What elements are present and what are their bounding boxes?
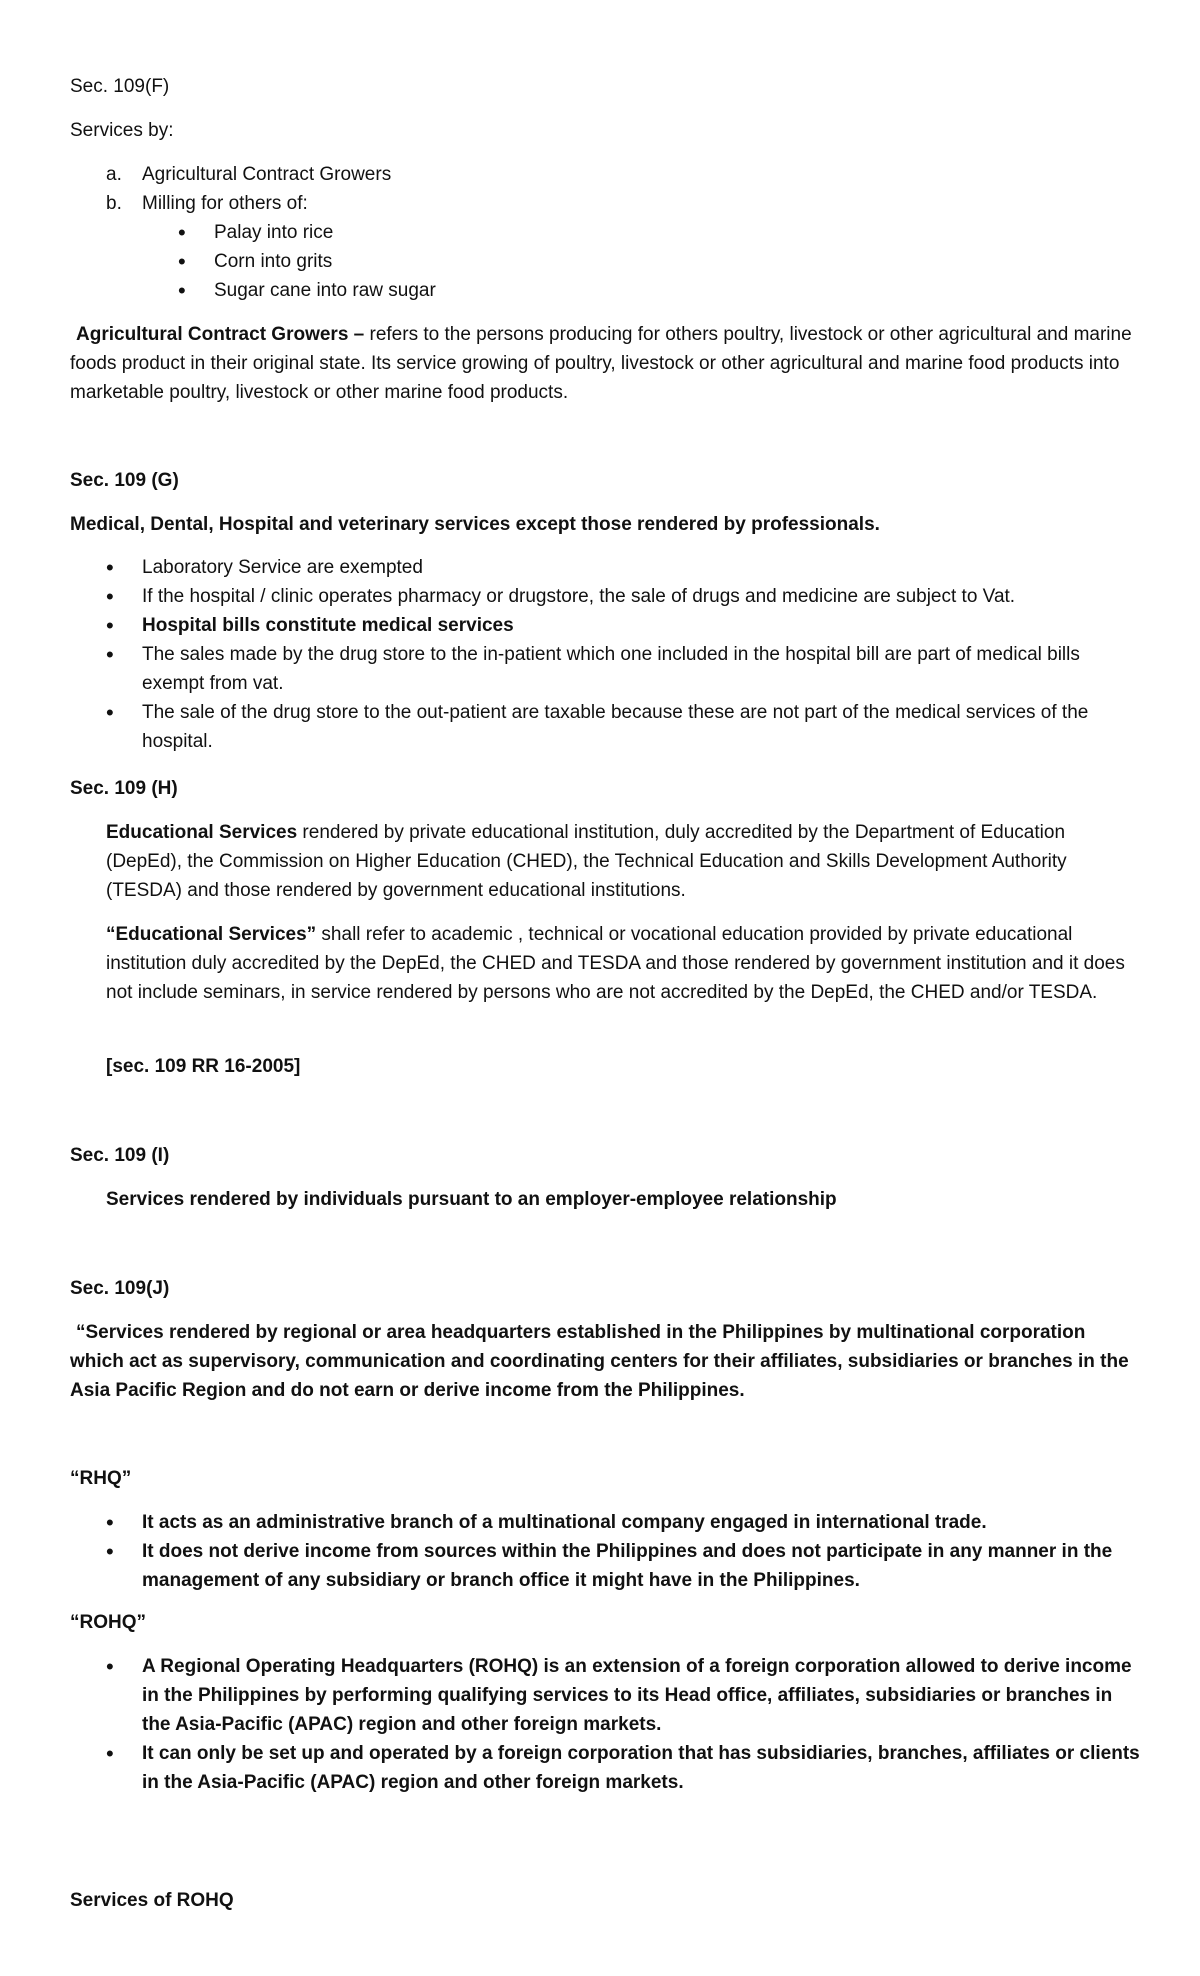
list-item-text: Milling for others of: xyxy=(142,193,308,214)
bullet-icon: • xyxy=(106,642,114,667)
list-item-text: Palay into rice xyxy=(214,222,334,243)
list-item-text: It does not derive income from sources within the Philippines and does not participate in any manner in the management of any subsidiary or branch office it might have in the Philippines. xyxy=(142,1541,1113,1591)
definition-term: Agricultural Contract Growers – xyxy=(76,324,365,345)
sec-g-bullets xyxy=(106,553,1140,753)
sec-h-heading: Sec. 109 (H) xyxy=(70,778,178,799)
bullet-icon: • xyxy=(106,1741,114,1766)
bullet-icon: • xyxy=(106,613,114,638)
list-item-text: It acts as an administrative branch of a multinational company engaged in international trade. xyxy=(142,1512,987,1533)
list-item-text: Corn into grits xyxy=(214,251,333,272)
list-item-text: It can only be set up and operated by a foreign corporation that has subsidiaries, branches, affiliates or clients in the Asia-Pacific (APAC) region and other foreign markets. xyxy=(142,1743,1140,1793)
sec-h-reference: [sec. 109 RR 16-2005] xyxy=(106,1056,301,1077)
list-marker: b. xyxy=(106,193,122,214)
educational-services-paragraph: Educational Services rendered by private educational institution, duly accredited by the Department of Education (DepEd), the Commission on Higher Education (CHED), the Technical Education and Skills Development Authority (TESDA) and those rendered by government educational institutions. xyxy=(106,822,1067,901)
services-of-rohq-heading: Services of ROHQ xyxy=(70,1890,234,1911)
definition-text: refers to the persons producing for others poultry, livestock or other agricultural and marine foods product in their original state. Its service growing of poultry, livestock or other agricultural and marine food products into marketable poultry, livestock or other marine food products. xyxy=(70,324,1132,403)
sec-f-heading: Sec. 109(F) xyxy=(70,76,170,97)
rohq-heading: “ROHQ” xyxy=(70,1612,146,1633)
rhq-bullets xyxy=(106,1508,1140,1598)
sec-i-text: Services rendered by individuals pursuant to an employer-employee relationship xyxy=(106,1189,837,1210)
bullet-icon: • xyxy=(178,278,186,303)
sec-f-list xyxy=(106,160,1140,220)
services-by-label: Services by: xyxy=(70,120,174,141)
milling-list xyxy=(178,218,1140,308)
educational-services-term: Educational Services xyxy=(106,822,298,843)
list-item-text: The sale of the drug store to the out-patient are taxable because these are not part of the medical services of the hospital. xyxy=(142,702,1089,752)
list-item-text: Hospital bills constitute medical services xyxy=(142,615,514,636)
agri-definition xyxy=(70,320,1140,407)
bullet-icon: • xyxy=(178,220,186,245)
sec-g-title: Medical, Dental, Hospital and veterinary services except those rendered by professionals. xyxy=(70,514,880,535)
bullet-icon: • xyxy=(106,584,114,609)
rhq-heading: “RHQ” xyxy=(70,1468,132,1489)
sec-g-heading: Sec. 109 (G) xyxy=(70,470,179,491)
educational-services-term: “Educational Services” xyxy=(106,924,317,945)
bullet-icon: • xyxy=(106,1539,114,1564)
list-item-text: If the hospital / clinic operates pharmacy or drugstore, the sale of drugs and medicine are subject to Vat. xyxy=(142,586,1016,607)
list-item-text: The sales made by the drug store to the in-patient which one included in the hospital bill are part of medical bills exempt from vat. xyxy=(142,644,1080,694)
bullet-icon: • xyxy=(106,555,114,580)
list-item-text: Sugar cane into raw sugar xyxy=(214,280,436,301)
list-marker: a. xyxy=(106,164,122,185)
list-item-text: Agricultural Contract Growers xyxy=(142,164,392,185)
rohq-bullets xyxy=(106,1652,1140,1802)
sec-j-heading: Sec. 109(J) xyxy=(70,1278,170,1299)
sec-i-heading: Sec. 109 (I) xyxy=(70,1145,170,1166)
bullet-icon: • xyxy=(106,1654,114,1679)
list-item-text: Laboratory Service are exempted xyxy=(142,557,423,578)
bullet-icon: • xyxy=(106,1510,114,1535)
educational-services-definition: “Educational Services” shall refer to academic , technical or vocational education provided by private educational institution duly accredited by the DepEd, the CHED and TESDA and those rendered by government institution and it does not include seminars, in service rendered by persons who are not accredited by the DepEd, the CHED and/or TESDA. xyxy=(106,924,1125,1003)
list-item-text: A Regional Operating Headquarters (ROHQ) is an extension of a foreign corporation allowed to derive income in the Philippines by performing qualifying services to its Head office, affiliates, subsidiaries or branches in the Asia-Pacific (APAC) region and other foreign markets. xyxy=(142,1656,1132,1735)
bullet-icon: • xyxy=(106,700,114,725)
bullet-icon: • xyxy=(178,249,186,274)
sec-j-text: “Services rendered by regional or area headquarters established in the Philippines by multinational corporation which act as supervisory, communication and coordinating centers for their affiliates, subsidiaries or branches in the Asia Pacific Region and do not earn or derive income from the Philippines. xyxy=(70,1322,1129,1401)
